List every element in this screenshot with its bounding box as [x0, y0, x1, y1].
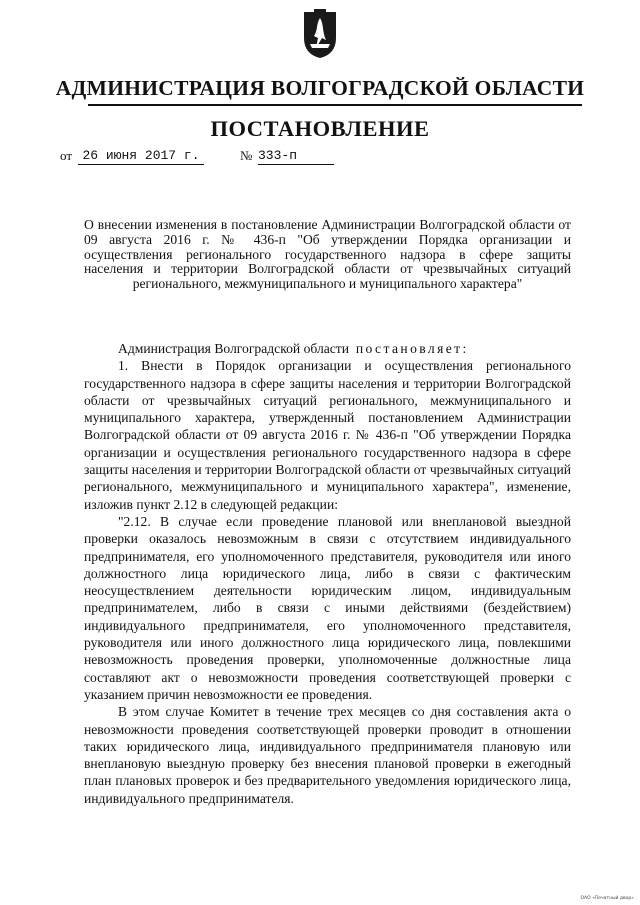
coat-of-arms-icon	[302, 8, 338, 60]
paragraph-1: 1. Внести в Порядок организации и осуществления регионального государственного надзора в сфере защиты населения и территории Волгоградской области от чрезвычайных ситуаций регионального, межмуниципального и муниципального характера, утвержденный постановлением Администрации Волгоградской области от 09 августа 2016 г. № 436-п "Об утверждении Порядка организации и осуществления регионального государственного надзора в сфере защиты населения и территории Волгоградской области от чрезвычайных ситуаций регионального, межмуниципального и муниципального характера", изменение, изложив пункт 2.12 в следующей редакции:	[84, 358, 571, 512]
document-body	[84, 340, 571, 807]
date-field	[78, 148, 204, 165]
document-type: ПОСТАНОВЛЕНИЕ	[210, 116, 430, 141]
paragraph-2-12: "2.12. В случае если проведение плановой или внеплановой выездной проверки оказалось невозможным в связи с отсутствием индивидуального предпринимателя, его уполномоченного представителя, руководителя или иного должностного лица юридического лица, либо в связи с фактическим неосуществлением деятельности юридическим лицом, индивидуальным предпринимателем, либо в связи с иными действиями (бездействием) индивидуального предпринимателя, его уполномоченного представителя, руководителя или иного должностного лица юридического лица, повлекшими невозможность проведения проверки, уполномоченные должностные лица составляют акт о невозможности проведения соответствующей проверки с указанием причин невозможности ее проведения.	[84, 513, 571, 702]
intro-paragraph	[84, 340, 571, 357]
header-divider	[88, 104, 582, 106]
printer-imprint: ОАО «Печатный двор»	[580, 896, 634, 901]
intro-text: Администрация Волгоградской области	[118, 341, 350, 356]
number-prefix: №	[240, 148, 253, 163]
number-field	[258, 148, 334, 165]
intro-verb: постановляет:	[355, 341, 469, 356]
document-number: 333-п	[258, 148, 334, 165]
document-date: 26 июня 2017 г.	[78, 148, 204, 165]
document-subject: О внесении изменения в постановление Администрации Волгоградской области от 09 августа 2016 г. № 436-п "Об утверждении Порядка организации и осуществления регионального государственного надзора в сфере защиты населения и территории Волгоградской области от чрезвычайных ситуаций регионального, межмуниципального и муниципального характера"	[84, 217, 571, 292]
paragraph-3: В этом случае Комитет в течение трех месяцев со дня составления акта о невозможности проведения соответствующей проверки проводит в отношении таких юридического лица, индивидуального предпринимателя плановую или внеплановую выездную проверку без внесения плановой проверки в ежегодный план плановых проверок и без предварительного уведомления юридического лица, индивидуального предпринимателя.	[84, 704, 571, 806]
date-prefix: от	[60, 148, 73, 163]
organization-name: АДМИНИСТРАЦИЯ ВОЛГОГРАДСКОЙ ОБЛАСТИ	[55, 76, 585, 100]
